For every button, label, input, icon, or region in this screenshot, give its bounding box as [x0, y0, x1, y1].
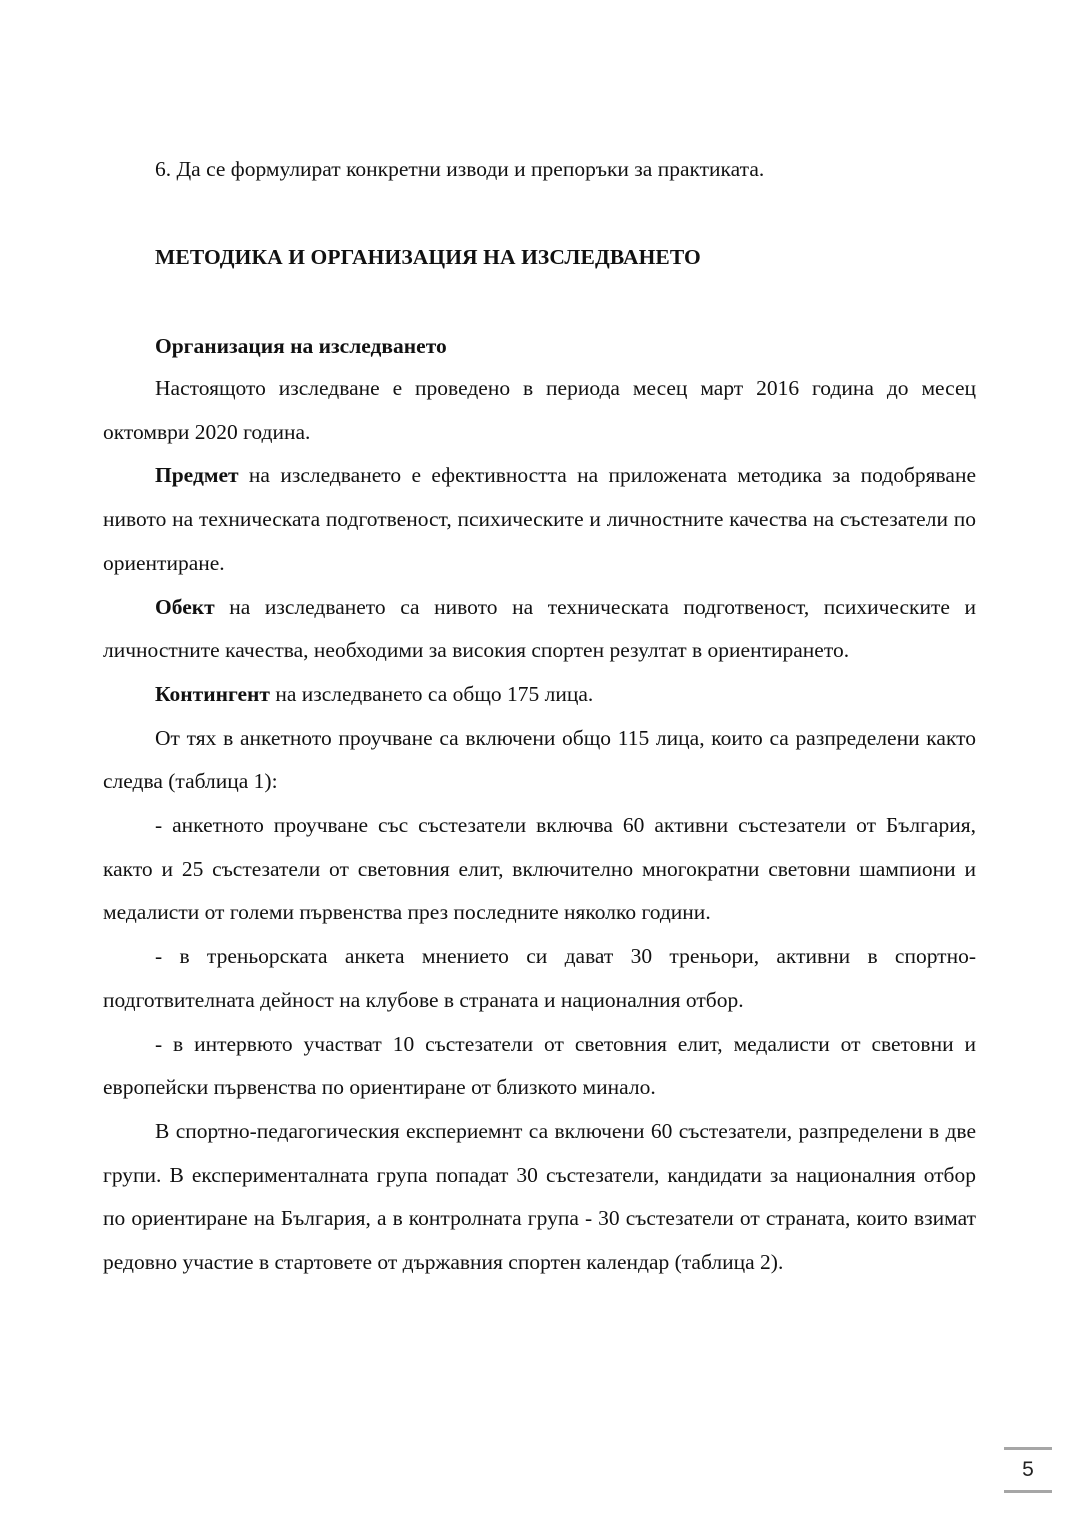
paragraph-athletes: - анкетното проучване със състезатели включва 60 активни състезатели от България, както и 25 състезатели от световния елит, включително многократни световни шампиони и медалисти от големи първенства през последните няколко години. [103, 813, 976, 925]
paragraph-period: Настоящото изследване е проведено в периода месец март 2016 година до месец октомври 2020 година. [103, 376, 976, 444]
subsection-heading: Организация на изследването [155, 334, 447, 358]
section-heading: МЕТОДИКА И ОРГАНИЗАЦИЯ НА ИЗСЛЕДВАНЕТО [155, 245, 701, 269]
paragraph-contingent [103, 673, 976, 717]
body-text [103, 367, 976, 1285]
paragraph-object [103, 586, 976, 673]
list-item-6: 6. Да се формулират конкретни изводи и препоръки за практиката. [155, 157, 765, 181]
paragraph-object-text: на изследването са нивото на техническата подготвеност, психическите и личностните качества, необходими за високия спортен резултат в ориентирането. [103, 594, 976, 663]
paragraph-survey: От тях в анкетното проучване са включени общо 115 лица, които са разпределени както следва (таблица 1): [103, 725, 976, 794]
paragraph-subject-text: на изследването е ефективността на приложената методика за подобряване нивото на техническата подготвеност, психическите и личностните качества на състезатели по ориентиране. [103, 463, 976, 575]
page-number: 5 [1004, 1447, 1052, 1493]
paragraph-contingent-text: на изследването са общо 175 лица. [269, 681, 594, 706]
paragraph-coaches: - в треньорската анкета мнението си дават 30 треньори, активни в спортно-подготвителната дейност на клубове в страната и националния отбор. [103, 944, 976, 1012]
paragraph-subject [103, 454, 976, 585]
term-object: Обект [155, 594, 215, 619]
paragraph-interview: - в интервюто участват 10 състезатели от световния елит, медалисти от световни и европейски първенства по ориентиране от близкото минало. [103, 1031, 976, 1100]
term-contingent: Контингент [155, 681, 270, 706]
term-subject: Предмет [155, 463, 239, 488]
paragraph-experiment: В спортно-педагогическия експериемнт са включени 60 състезатели, разпределени в две групи. В експерименталната група попадат 30 състезатели, кандидати за националния отбор по ориентиране на България, а в контролната група - 30 състезатели от страната, които взимат редовно участие в стартовете от държавния спортен календар (таблица 2). [103, 1118, 976, 1275]
